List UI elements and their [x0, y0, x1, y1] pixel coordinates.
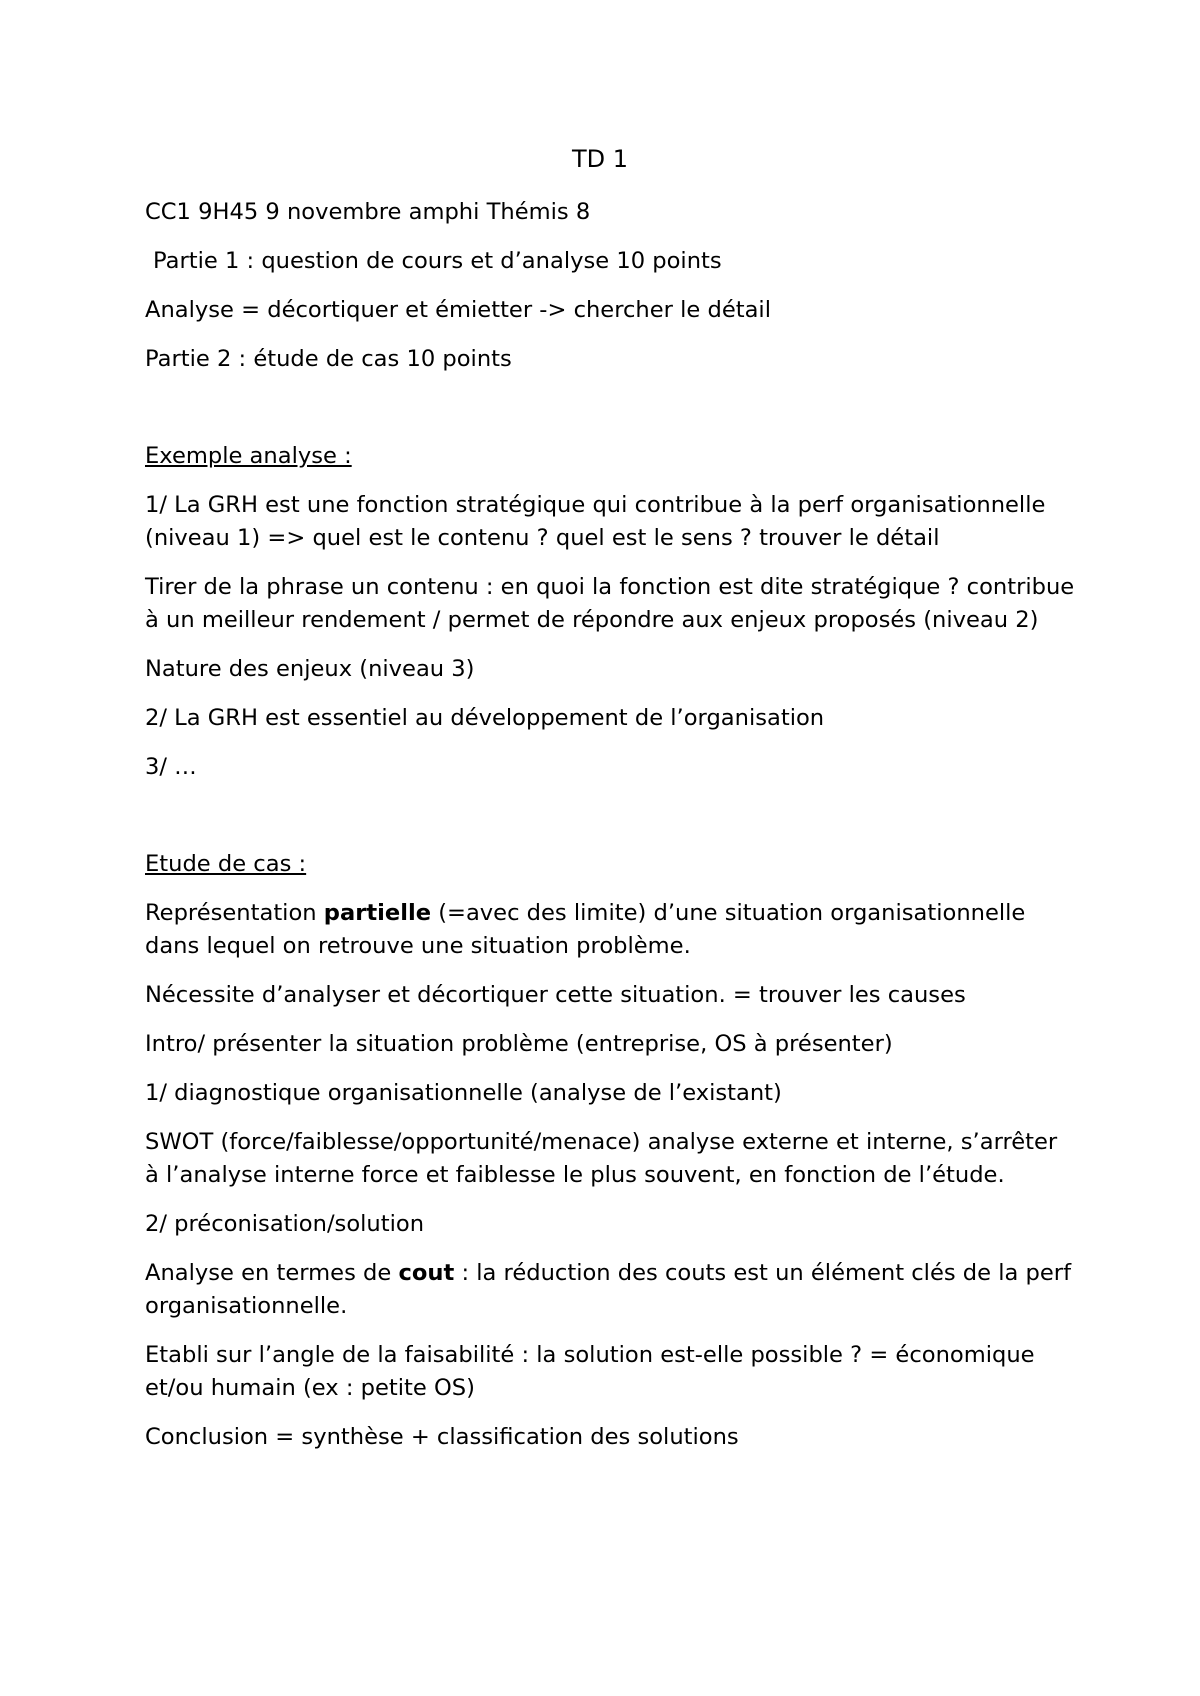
case-paragraph-7-start: Analyse en termes de — [145, 1260, 399, 1286]
analysis-definition-line: Analyse = décortiquer et émietter -> chercher le détail — [145, 297, 771, 323]
part2-line: Partie 2 : étude de cas 10 points — [145, 346, 512, 372]
example-paragraph-3: Nature des enjeux (niveau 3) — [145, 656, 475, 682]
example-paragraph-5: 3/ … — [145, 754, 197, 780]
case-paragraph-1-start: Représentation — [145, 900, 324, 926]
example-paragraph-1: 1/ La GRH est une fonction stratégique qui contribue à la perf organisationnelle (niveau 1) => quel est le contenu ? quel est le sens ? trouver le détail — [145, 492, 1046, 551]
case-paragraph-1 — [145, 897, 1075, 963]
part1-line: Partie 1 : question de cours et d’analyse 10 points — [153, 248, 722, 274]
case-paragraph-5: SWOT (force/faiblesse/opportunité/menace) analyse externe et interne, s’arrêter à l’analyse interne force et faiblesse le plus souvent, en fonction de l’étude. — [145, 1129, 1058, 1188]
case-paragraph-9: Conclusion = synthèse + classification des solutions — [145, 1424, 739, 1450]
example-paragraph-4: 2/ La GRH est essentiel au développement de l’organisation — [145, 705, 825, 731]
case-paragraph-1-end: (=avec des limite) d’une situation organisationnelle dans lequel on retrouve une situation problème. — [145, 900, 1026, 959]
etude-de-cas-heading: Etude de cas : — [145, 851, 307, 877]
case-paragraph-6: 2/ préconisation/solution — [145, 1211, 425, 1237]
document-title: TD 1 — [571, 145, 629, 173]
case-paragraph-8: Etabli sur l’angle de la faisabilité : la solution est-elle possible ? = économique et/ou humain (ex : petite OS) — [145, 1342, 1035, 1401]
exam-info-line: CC1 9H45 9 novembre amphi Thémis 8 — [145, 199, 591, 225]
case-paragraph-4: 1/ diagnostique organisationnelle (analyse de l’existant) — [145, 1080, 782, 1106]
case-paragraph-7-bold: cout — [398, 1260, 455, 1286]
document-body — [145, 196, 1075, 1454]
example-paragraph-2: Tirer de la phrase un contenu : en quoi la fonction est dite stratégique ? contribue à un meilleur rendement / permet de répondre aux enjeux proposés (niveau 2) — [145, 574, 1075, 633]
case-paragraph-7-end: : la réduction des couts est un élément clés de la perf organisationnelle. — [145, 1260, 1072, 1319]
case-paragraph-3: Intro/ présenter la situation problème (entreprise, OS à présenter) — [145, 1031, 893, 1057]
case-paragraph-2: Nécessite d’analyser et décortiquer cette situation. = trouver les causes — [145, 982, 966, 1008]
exemple-analyse-heading: Exemple analyse : — [145, 443, 352, 469]
case-paragraph-7 — [145, 1257, 1075, 1323]
case-paragraph-1-bold: partielle — [323, 900, 432, 926]
